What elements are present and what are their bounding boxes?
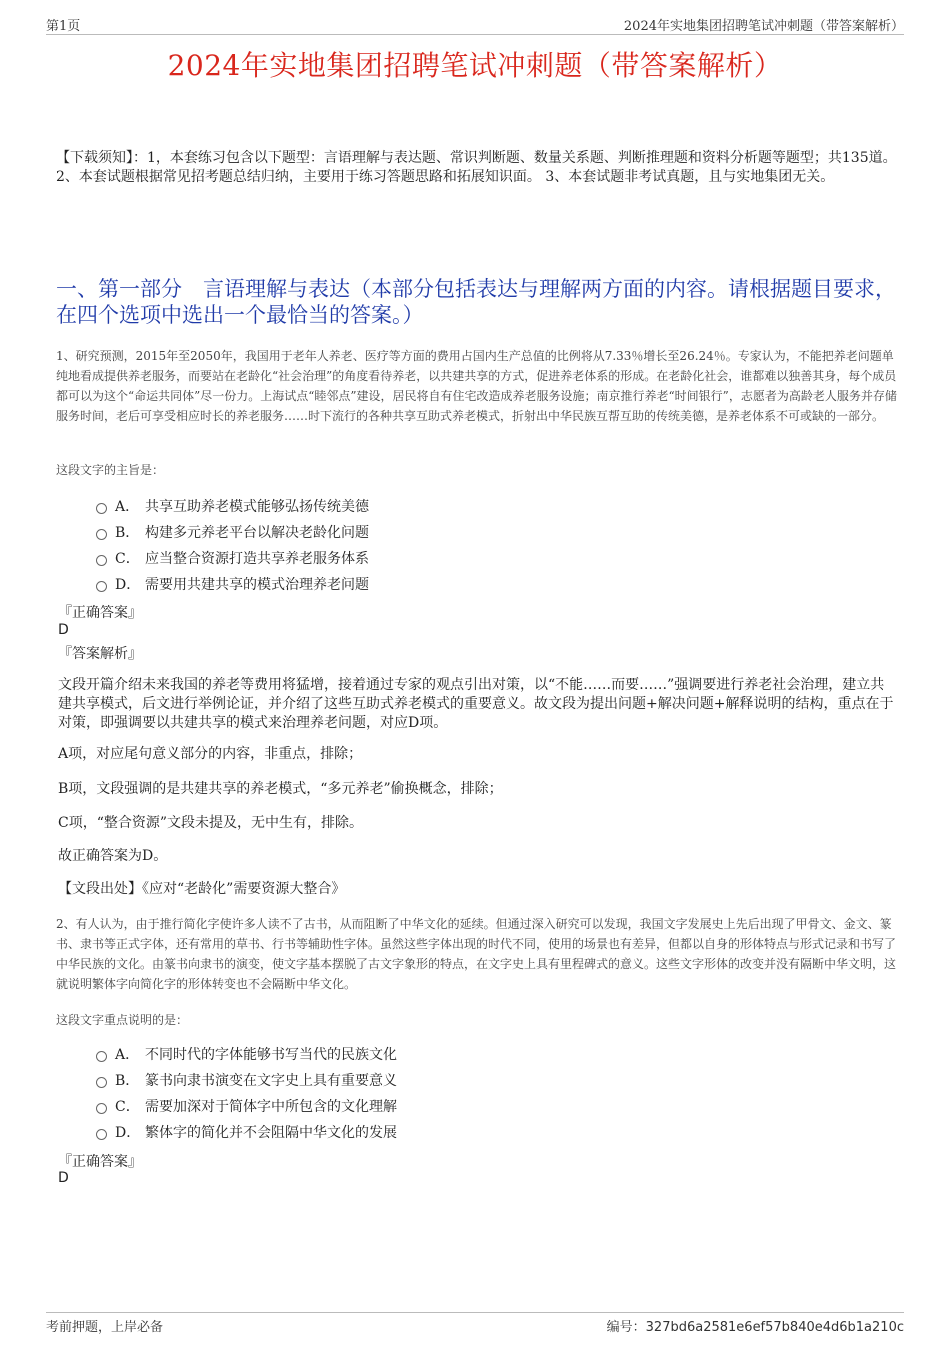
analysis-conclusion: 故正确答案为D。 [58,848,168,864]
radio-icon[interactable] [96,503,107,514]
option-text: 需要用共建共享的模式治理养老问题 [145,577,369,593]
question-2-prompt: 这段文字重点说明的是： [56,1013,189,1027]
option-c[interactable]: C． 应当整合资源打造共享养老服务体系 [96,545,796,571]
radio-icon[interactable] [96,555,107,566]
question-2-text: 2、有人认为，由于推行简化字使许多人读不了古书，从而阻断了中华文化的延续。但通过深入研究可以发现，我国文字发展史上先后出现了甲骨文、金文、篆书、隶书等正式字体，还有常用的草书、行书等辅助性字体。虽然这些字体出现的时代不同，使用的场景也有差异，但都以自身的形体特点与形式记录和书写了中华民族的文化。由篆书向隶书的演变，使文字基本摆脱了古文字象形的特点，在文字史上具有里程碑式的意义。这些文字形体的改变并没有隔断中华文明，这就说明繁体字向简化字的形体转变也不会隔断中华文化。 [56,917,897,991]
document-code: 编号：327bd6a2581e6ef57b840e4d6b1a210c [606,1320,904,1335]
header-doc-title: 2024年实地集团招聘笔试冲刺题（带答案解析） [623,19,904,34]
option-a[interactable]: A． 共享互助养老模式能够弘扬传统美德 [96,493,796,519]
option-text: 需要加深对于简体字中所包含的文化理解 [145,1099,397,1115]
answer-label: 『正确答案』 [58,1154,142,1170]
option-text: 不同时代的字体能够书写当代的民族文化 [145,1047,397,1063]
option-text: 共享互助养老模式能够弘扬传统美德 [145,499,369,515]
option-d[interactable]: D． 需要用共建共享的模式治理养老问题 [96,571,796,597]
download-notice: 【下载须知】：1，本套练习包含以下题型：言语理解与表达题、常识判断题、数量关系题、判断推理题和资料分析题等题型；共135道。 2、本套试题根据常见招考题总结归纳，主要用于练习答题思路和拓展知识面。 3、本套试题非考试真题，且与实地集团无关。 [56,150,897,185]
question-1-options [96,493,796,597]
option-b[interactable]: B． 构建多元养老平台以解决老龄化问题 [96,519,796,545]
page-footer [46,1312,904,1333]
option-d[interactable]: D． 繁体字的简化并不会阻隔中华文化的发展 [96,1119,796,1145]
question-2-options [96,1041,796,1145]
analysis-line: C项，“整合资源”文段未提及，无中生有，排除。 [58,815,364,831]
radio-icon[interactable] [96,1103,107,1114]
option-a[interactable]: A． 不同时代的字体能够书写当代的民族文化 [96,1041,796,1067]
radio-icon[interactable] [96,1051,107,1062]
radio-icon[interactable] [96,1077,107,1088]
analysis-line: A项，对应尾句意义部分的内容，非重点，排除； [58,746,363,762]
option-text: 构建多元养老平台以解决老龄化问题 [145,525,369,541]
question-1-text: 1、研究预测，2015年至2050年，我国用于老年人养老、医疗等方面的费用占国内生产总值的比例将从7.33％增长至26.24％。专家认为，不能把养老问题单纯地看成提供养老服务，而要站在老龄化“社会治理”的角度看待养老，以共建共享的方式，促进养老体系的形成。在老龄化社会，谁都难以独善其身，每个成员都可以为这个“命运共同体”尽一份力。上海试点“睦邻点”建设，居民将自有住宅改造成养老服务设施；南京推行养老“时间银行”，志愿者为高龄老人服务并存储服务时间，老后可享受相应时长的养老服务……时下流行的各种共享互助式养老模式，折射出中华民族互帮互助的传统美德，是养老体系不可或缺的一部分。 [56,349,897,423]
option-text: 繁体字的简化并不会阻隔中华文化的发展 [145,1125,397,1141]
page-header [46,14,904,35]
analysis-line: B项，文段强调的是共建共享的养老模式，“多元养老”偷换概念，排除； [58,781,503,797]
option-c[interactable]: C． 需要加深对于简体字中所包含的文化理解 [96,1093,796,1119]
question-1-prompt: 这段文字的主旨是： [56,463,165,477]
source-citation: 【文段出处】《应对“老龄化”需要资源大整合》 [58,881,346,897]
radio-icon[interactable] [96,581,107,592]
option-text: 应当整合资源打造共享养老服务体系 [145,551,369,567]
analysis-label: 『答案解析』 [58,646,142,662]
option-b[interactable]: B． 篆书向隶书演变在文字史上具有重要意义 [96,1067,796,1093]
section-heading: 一、第一部分 言语理解与表达（本部分包括表达与理解两方面的内容。请根据题目要求，在四个选项中选出一个最恰当的答案。） [56,277,896,327]
page-number: 第1页 [46,19,81,34]
page-title: 2024年实地集团招聘笔试冲刺题（带答案解析） [167,49,783,82]
radio-icon[interactable] [96,1129,107,1140]
answer-label: 『正确答案』 [58,605,142,621]
answer-value: D [58,1170,69,1186]
radio-icon[interactable] [96,529,107,540]
analysis-paragraph: 文段开篇介绍未来我国的养老等费用将猛增，接着通过专家的观点引出对策，以“不能……而要……”强调要进行养老社会治理，建立共建共享模式，后文进行举例论证，并介绍了这些互助式养老模式的重要意义。故文段为提出问题+解决问题+解释说明的结构，重点在于对策，即强调要以共建共享的模式来治理养老问题，对应D项。 [58,677,894,731]
answer-value: D [58,622,69,638]
option-text: 篆书向隶书演变在文字史上具有重要意义 [145,1073,397,1089]
footer-slogan: 考前押题，上岸必备 [46,1320,164,1335]
